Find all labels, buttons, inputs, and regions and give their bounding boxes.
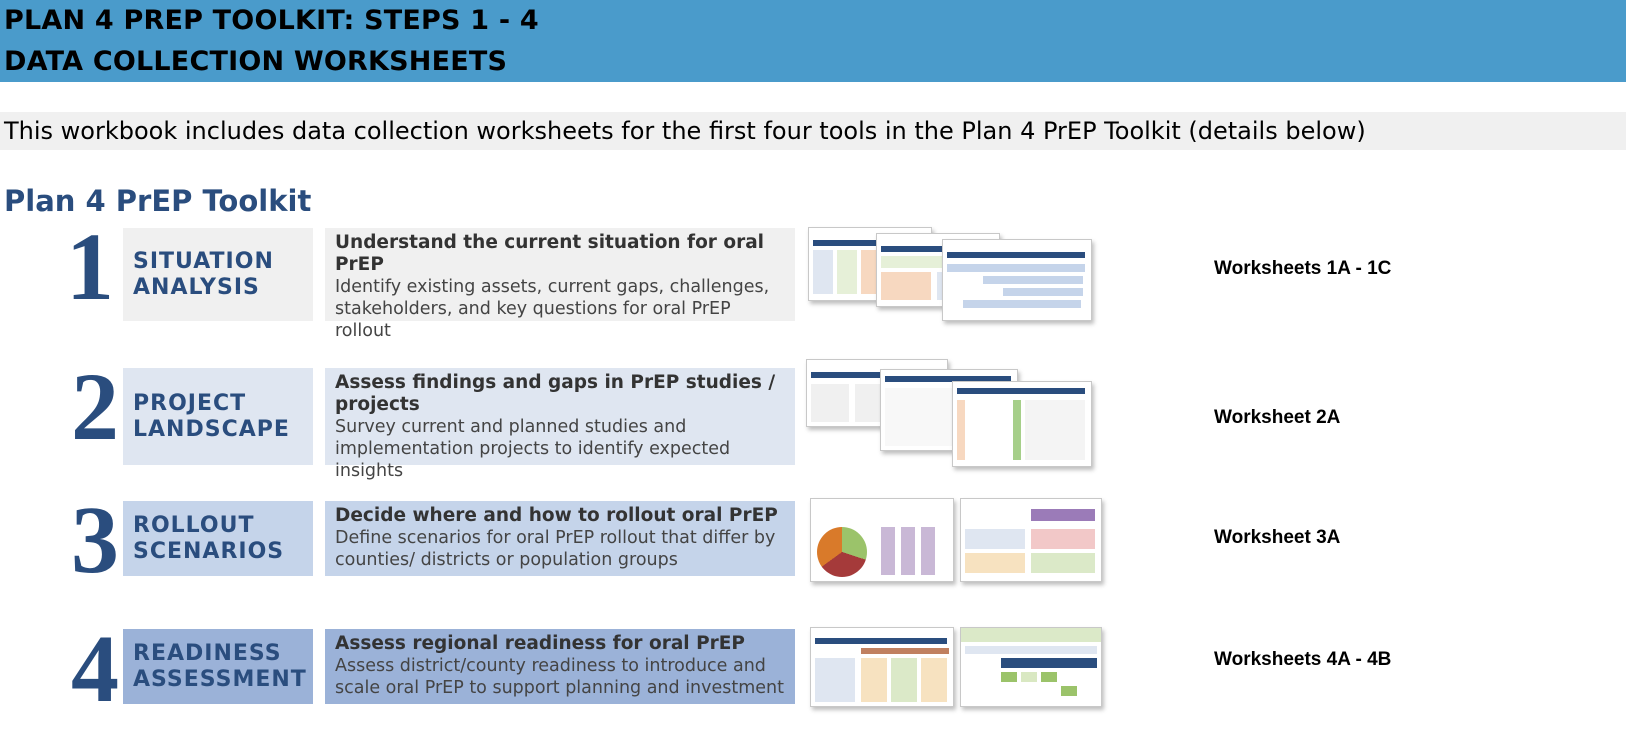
step-description: Define scenarios for oral PrEP rollout that differ by counties/ districts or population groups: [335, 528, 776, 570]
worksheet-label: Worksheets 4A - 4B: [1214, 649, 1392, 670]
step-name-box: [123, 501, 313, 576]
step-description-box: [325, 228, 795, 341]
header-title: PLAN 4 PREP TOOLKIT: STEPS 1 - 4: [4, 5, 539, 36]
intro-row: [0, 112, 1626, 150]
worksheet-label: Worksheet 3A: [1214, 527, 1341, 548]
step-number: 1: [66, 213, 114, 320]
step-name-line2: SCENARIOS: [133, 538, 285, 564]
intro-text: This workbook includes data collection worksheets for the first four tools in the Plan 4 PrEP Toolkit (details below): [4, 117, 1366, 145]
worksheet-label: Worksheet 2A: [1214, 407, 1341, 428]
step-name-line1: PROJECT: [133, 390, 247, 416]
step-number: 4: [71, 615, 119, 722]
step-title: Assess findings and gaps in PrEP studies / projects: [335, 372, 776, 415]
step-description: Identify existing assets, current gaps, challenges, stakeholders, and key questions for oral PrEP rollout: [335, 277, 770, 341]
worksheet-thumbnail: [810, 498, 954, 582]
step-title: Decide where and how to rollout oral PrEP: [335, 505, 778, 526]
worksheet-label: Worksheets 1A - 1C: [1214, 258, 1392, 279]
step-name-line1: ROLLOUT: [133, 512, 255, 538]
step-description: Survey current and planned studies and implementation projects to identify expected insights: [335, 417, 731, 481]
step-name-line1: READINESS: [133, 640, 282, 666]
step-name-box: [123, 629, 313, 704]
step-number: 2: [71, 353, 119, 460]
worksheet-thumbnail: [942, 239, 1092, 321]
step-name-line2: ASSESSMENT: [133, 666, 307, 692]
step-name-line1: SITUATION: [133, 248, 274, 274]
header-subtitle: DATA COLLECTION WORKSHEETS: [4, 46, 508, 77]
worksheet-thumbnail: [960, 627, 1102, 707]
worksheet-thumbnail: [810, 627, 954, 707]
step-description-box: [325, 629, 795, 704]
worksheet-thumbnail: [960, 498, 1102, 582]
step-name-line2: ANALYSIS: [133, 274, 260, 300]
step-description-box: [325, 368, 795, 481]
step-title: Assess regional readiness for oral PrEP: [335, 633, 745, 654]
step-description-box: [325, 501, 795, 576]
step-title: Understand the current situation for oral PrEP: [335, 232, 765, 275]
header-banner: [0, 0, 1626, 82]
step-name-line2: LANDSCAPE: [133, 416, 290, 442]
section-title: Plan 4 PrEP Toolkit: [4, 184, 312, 218]
worksheet-thumbnail: [952, 381, 1092, 467]
step-name-box: [123, 368, 313, 465]
step-description: Assess district/county readiness to introduce and scale oral PrEP to support planning and investment: [335, 656, 785, 698]
step-name-box: [123, 228, 313, 321]
step-number: 3: [71, 486, 119, 593]
